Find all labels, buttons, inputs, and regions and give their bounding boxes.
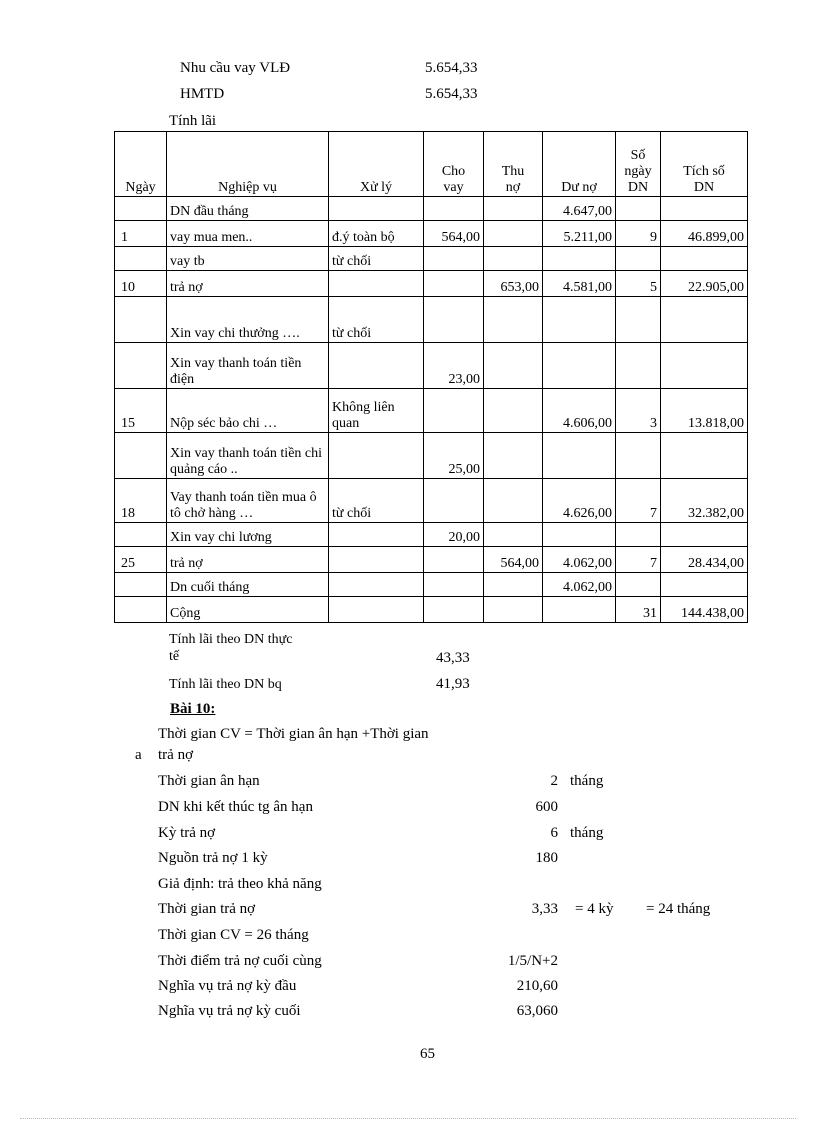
cell-ts: 46.899,00 [661, 221, 748, 247]
cell-dn [543, 247, 616, 271]
cell-cv [424, 247, 484, 271]
header-so-ngay: Số ngày DN [616, 132, 661, 197]
bai10-line-label: Kỳ trả nợ [158, 825, 216, 841]
cell-ngay [115, 523, 167, 547]
cell-cv: 23,00 [424, 343, 484, 389]
cell-xl [329, 547, 424, 573]
bai10-formula-line2: trả nợ [158, 747, 194, 763]
bai10-line-value: 2 [550, 773, 558, 789]
bai10-line-label: Giả định: trả theo khả năng [158, 876, 322, 892]
cell-xl: đ.ý toàn bộ [329, 221, 424, 247]
cell-ngay [115, 573, 167, 597]
cell-nv: Dn cuối tháng [167, 573, 329, 597]
table-row [115, 597, 748, 623]
header-xu-ly: Xử lý [329, 132, 424, 197]
cell-tn [484, 197, 543, 221]
cell-cv [424, 597, 484, 623]
cell-dn: 5.211,00 [543, 221, 616, 247]
cell-ts: 32.382,00 [661, 479, 748, 523]
cell-ngay [115, 297, 167, 343]
cell-cv [424, 547, 484, 573]
table-body [115, 197, 748, 623]
cell-xl [329, 597, 424, 623]
cell-tn [484, 479, 543, 523]
cell-nv: Xin vay thanh toán tiền chi quảng cáo .. [167, 433, 329, 479]
cell-nv: vay mua men.. [167, 221, 329, 247]
cell-nv: DN đầu tháng [167, 197, 329, 221]
cell-tn: 564,00 [484, 547, 543, 573]
cell-cv: 20,00 [424, 523, 484, 547]
header-tich-so: Tích số DN [661, 132, 748, 197]
cell-dn: 4.062,00 [543, 547, 616, 573]
cell-sn [616, 247, 661, 271]
cell-xl [329, 271, 424, 297]
bai10-line-value: 600 [535, 799, 558, 815]
bai10-line-value: 63,060 [516, 1003, 558, 1019]
cell-dn: 4.062,00 [543, 573, 616, 597]
value-vld: 5.654,33 [425, 60, 478, 76]
cell-sn [616, 343, 661, 389]
bai10-line-label: Nghĩa vụ trả nợ kỳ đầu [158, 978, 297, 994]
cell-cv [424, 573, 484, 597]
cell-cv [424, 297, 484, 343]
cell-xl: từ chối [329, 297, 424, 343]
cell-cv [424, 271, 484, 297]
cell-ts: 22.905,00 [661, 271, 748, 297]
table-row [115, 221, 748, 247]
value-hmtd: 5.654,33 [425, 86, 478, 102]
cell-nv: Vay thanh toán tiền mua ô tô chở hàng … [167, 479, 329, 523]
cell-ts [661, 197, 748, 221]
cell-sn [616, 433, 661, 479]
cell-ts [661, 297, 748, 343]
cell-ngay: 15 [115, 389, 167, 433]
table-row [115, 573, 748, 597]
cell-nv: Xin vay chi thưởng …. [167, 297, 329, 343]
cell-tn [484, 433, 543, 479]
bai10-line-value: 180 [535, 850, 558, 866]
cell-xl: từ chối [329, 247, 424, 271]
cell-nv: Xin vay thanh toán tiền điện [167, 343, 329, 389]
cell-sn [616, 523, 661, 547]
bai10-line-label: Nguồn trả nợ 1 kỳ [158, 850, 268, 866]
cell-tn [484, 597, 543, 623]
page-number: 65 [420, 1046, 435, 1062]
cell-ngay [115, 247, 167, 271]
cell-tn [484, 343, 543, 389]
cell-dn: 4.647,00 [543, 197, 616, 221]
cell-tn [484, 297, 543, 343]
cell-cv [424, 479, 484, 523]
cell-ngay: 1 [115, 221, 167, 247]
cell-sn [616, 573, 661, 597]
cell-nv: trả nợ [167, 271, 329, 297]
table-row [115, 297, 748, 343]
bai10-line-label: Nghĩa vụ trả nợ kỳ cuối [158, 1003, 301, 1019]
header-nghiep-vu: Nghiệp vụ [167, 132, 329, 197]
cell-dn [543, 297, 616, 343]
cell-cv: 25,00 [424, 433, 484, 479]
interest-avg-label: Tính lãi theo DN bq [169, 677, 282, 692]
table-row [115, 271, 748, 297]
cell-tn: 653,00 [484, 271, 543, 297]
bai10-line-label: Thời gian trả nợ [158, 901, 256, 917]
cell-dn: 4.581,00 [543, 271, 616, 297]
cell-tn [484, 247, 543, 271]
cell-ngay [115, 597, 167, 623]
cell-sn [616, 297, 661, 343]
table-row [115, 197, 748, 221]
cell-nv: Nộp séc bảo chi … [167, 389, 329, 433]
interest-avg-value: 41,93 [436, 676, 470, 692]
bai10-line-label: Thời gian ân hạn [158, 773, 260, 789]
cell-xl [329, 433, 424, 479]
bai10-line-label: DN khi kết thúc tg ân hạn [158, 799, 313, 815]
cell-dn: 4.606,00 [543, 389, 616, 433]
table-row [115, 389, 748, 433]
interest-actual-value: 43,33 [436, 650, 470, 666]
cell-xl [329, 343, 424, 389]
bai10-line-label: Thời điểm trả nợ cuối cùng [158, 953, 322, 969]
bai10-line-value: 3,33 [531, 901, 558, 917]
cell-cv [424, 197, 484, 221]
cell-xl [329, 573, 424, 597]
table-row [115, 547, 748, 573]
page-bottom-divider [20, 1118, 796, 1119]
bai10-line-value: 210,60 [516, 978, 558, 994]
cell-dn [543, 523, 616, 547]
cell-ts [661, 573, 748, 597]
bai10-title: Bài 10: [170, 701, 216, 717]
cell-xl [329, 197, 424, 221]
header-ngay: Ngày [115, 132, 167, 197]
cell-ts [661, 523, 748, 547]
cell-ngay [115, 343, 167, 389]
cell-ts: 28.434,00 [661, 547, 748, 573]
cell-ngay: 10 [115, 271, 167, 297]
label-hmtd: HMTD [180, 86, 225, 102]
cell-ngay [115, 433, 167, 479]
bai10-line-extra: = 24 tháng [646, 901, 711, 917]
header-cho-vay: Cho vay [424, 132, 484, 197]
cell-cv [424, 389, 484, 433]
cell-sn: 3 [616, 389, 661, 433]
cell-sn: 31 [616, 597, 661, 623]
cell-dn [543, 343, 616, 389]
bai10-line-value: 1/5/N+2 [507, 953, 558, 969]
cell-tn [484, 523, 543, 547]
interest-table [114, 131, 748, 623]
cell-nv: trả nợ [167, 547, 329, 573]
table-row [115, 247, 748, 271]
header-du-no: Dư nợ [543, 132, 616, 197]
cell-dn [543, 433, 616, 479]
cell-sn: 9 [616, 221, 661, 247]
bai10-formula-line1: Thời gian CV = Thời gian ân hạn +Thời gian [158, 726, 429, 742]
cell-xl: Không liên quan [329, 389, 424, 433]
cell-sn: 5 [616, 271, 661, 297]
table-row [115, 523, 748, 547]
bai10-a-marker: a [135, 747, 142, 763]
cell-nv: Xin vay chi lương [167, 523, 329, 547]
cell-ngay: 18 [115, 479, 167, 523]
cell-tn [484, 389, 543, 433]
cell-nv: Cộng [167, 597, 329, 623]
cell-ts [661, 433, 748, 479]
label-vld: Nhu cầu vay VLĐ [180, 60, 291, 76]
header-thu-no: Thu nợ [484, 132, 543, 197]
cell-nv: vay tb [167, 247, 329, 271]
cell-sn [616, 197, 661, 221]
cell-ngay [115, 197, 167, 221]
cell-ts [661, 343, 748, 389]
bai10-line-unit: tháng [570, 773, 604, 789]
table-row [115, 433, 748, 479]
bai10-line-value: 6 [550, 825, 558, 841]
cell-xl: từ chối [329, 479, 424, 523]
table-header-row [115, 132, 748, 197]
bai10-line-unit: = 4 kỳ [575, 901, 614, 917]
cell-sn: 7 [616, 547, 661, 573]
interest-actual-label: Tính lãi theo DN thực tế [169, 632, 293, 664]
cell-dn [543, 597, 616, 623]
bai10-line-label: Thời gian CV = 26 tháng [158, 927, 309, 943]
table-row [115, 479, 748, 523]
cell-dn: 4.626,00 [543, 479, 616, 523]
cell-ts: 13.818,00 [661, 389, 748, 433]
section-title: Tính lãi [169, 113, 217, 129]
cell-tn [484, 221, 543, 247]
cell-ts [661, 247, 748, 271]
cell-cv: 564,00 [424, 221, 484, 247]
table-row [115, 343, 748, 389]
cell-sn: 7 [616, 479, 661, 523]
cell-xl [329, 523, 424, 547]
cell-ngay: 25 [115, 547, 167, 573]
cell-tn [484, 573, 543, 597]
cell-ts: 144.438,00 [661, 597, 748, 623]
bai10-line-unit: tháng [570, 825, 604, 841]
